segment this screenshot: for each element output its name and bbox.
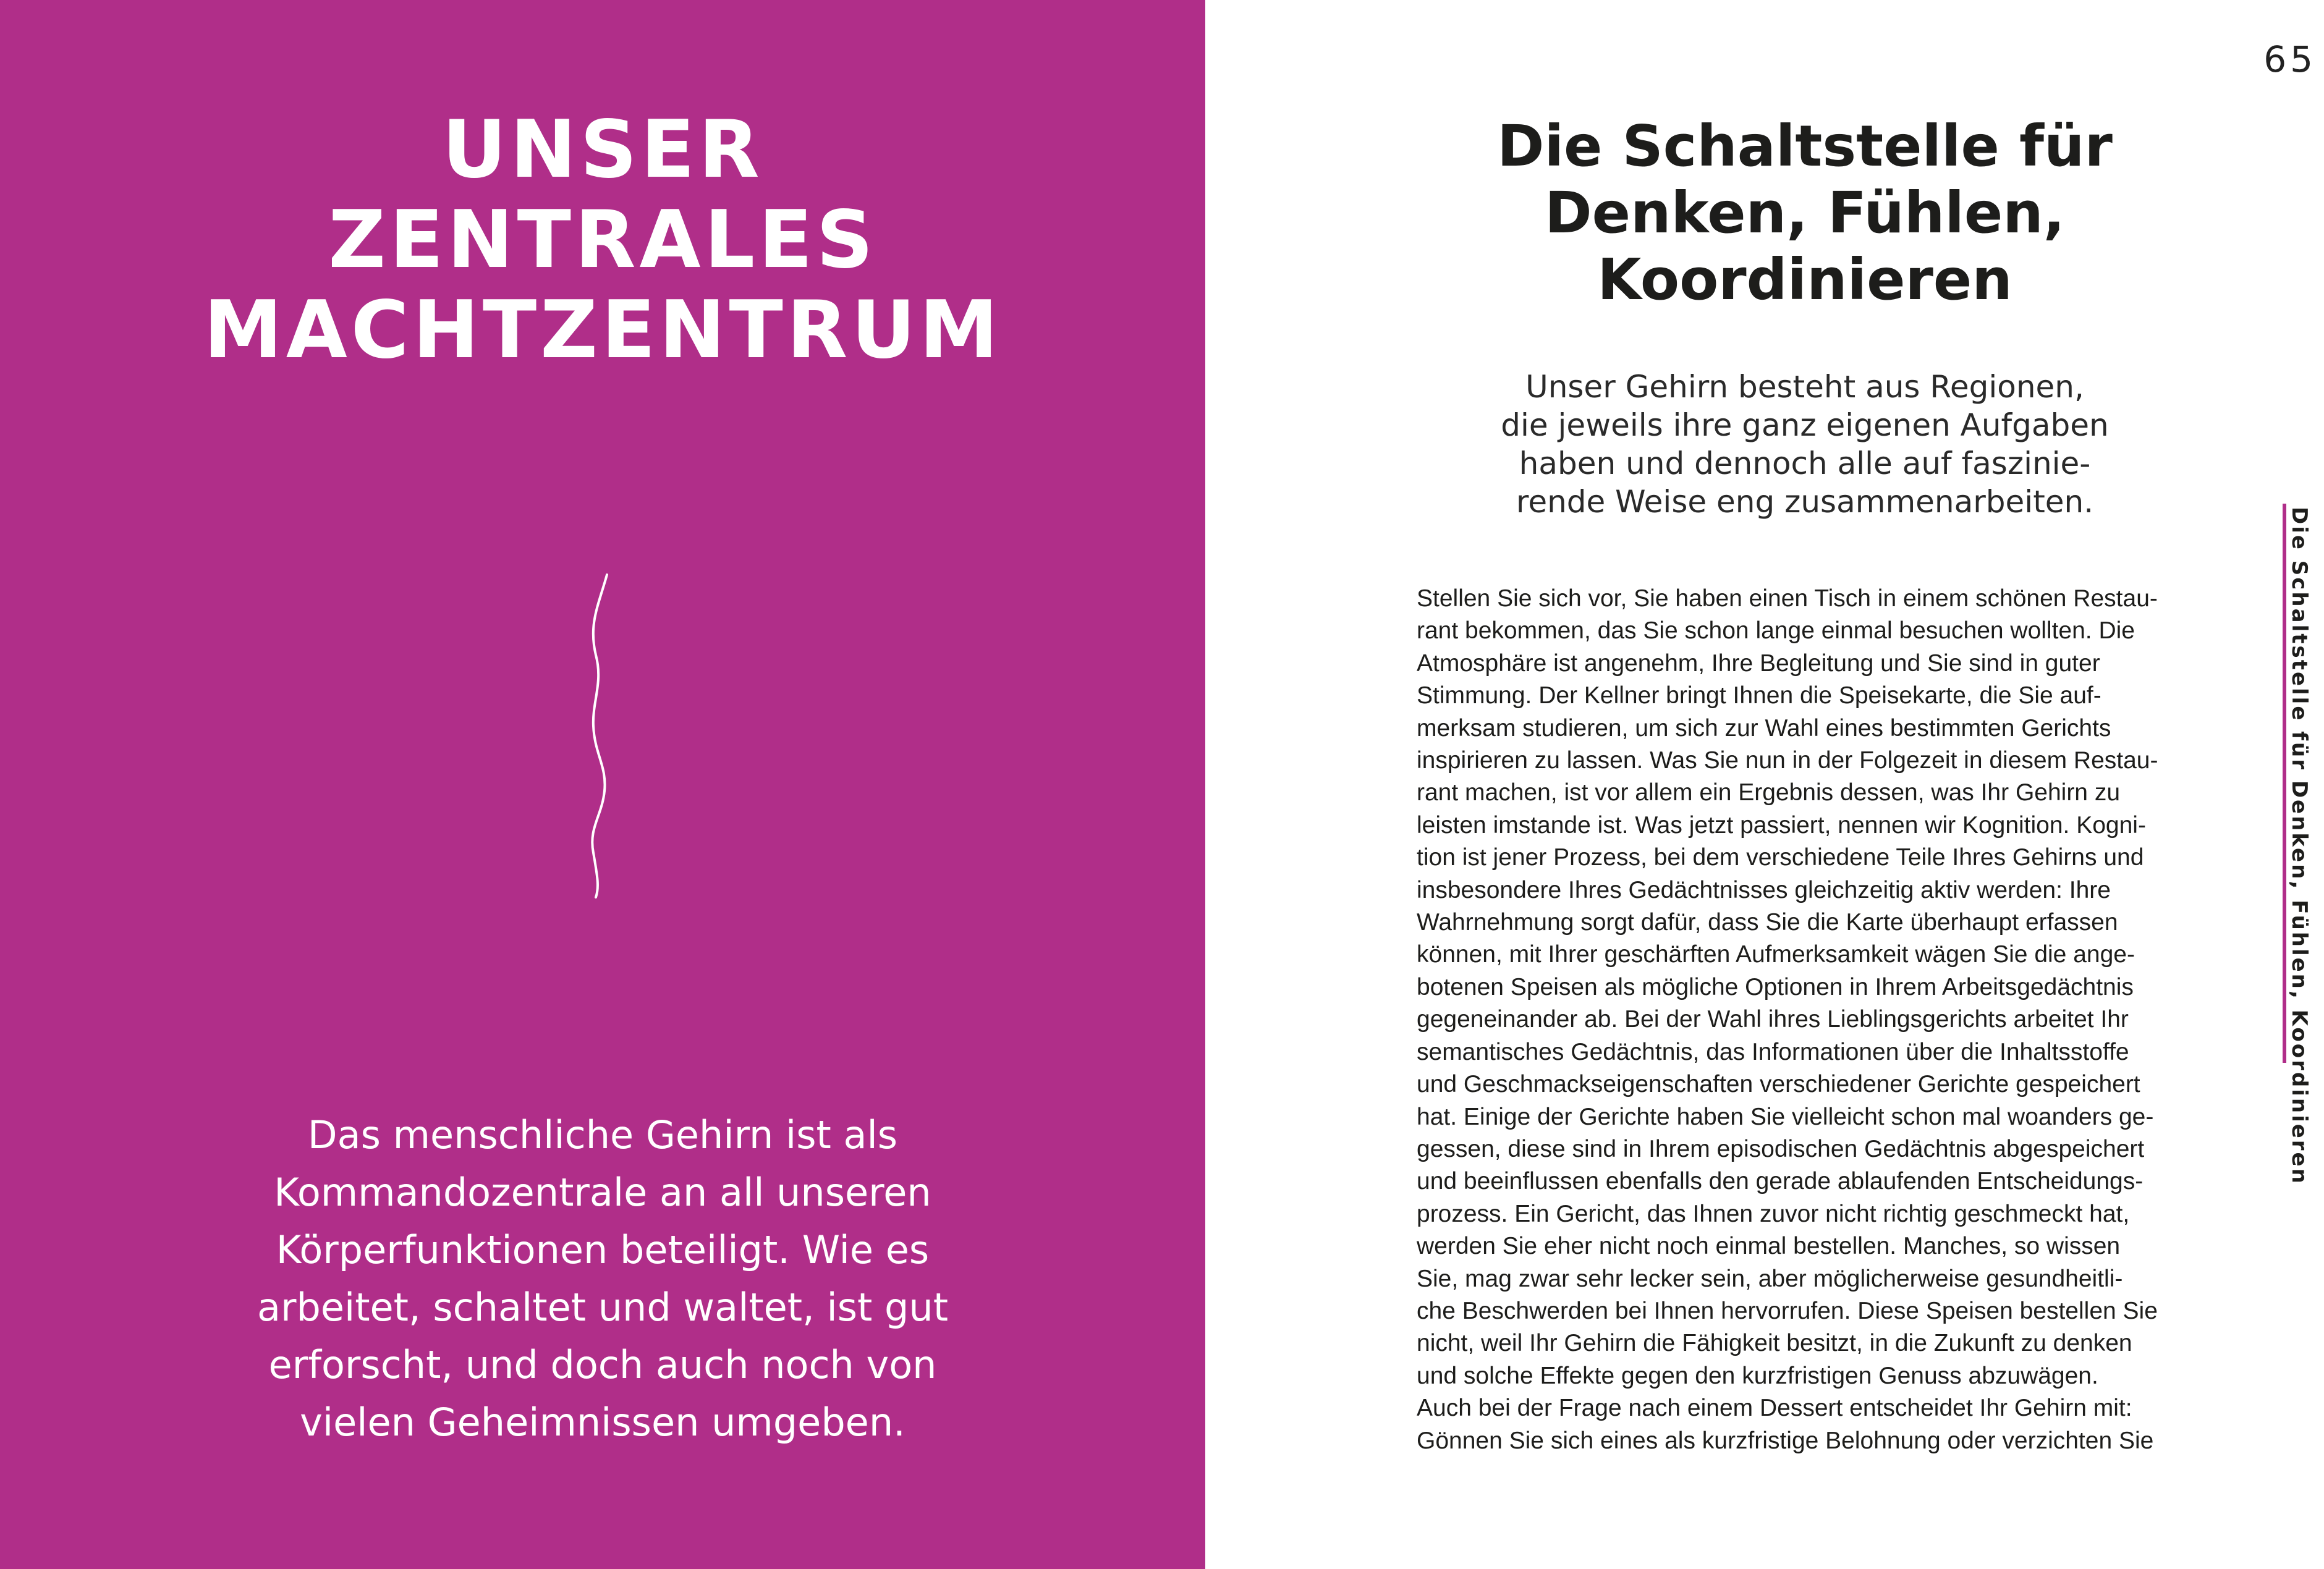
body-line: merksam studieren, um sich zur Wahl eines bestimmten Gerichts [1417, 714, 2111, 742]
section-title-line: Die Schaltstelle für [1497, 113, 2113, 179]
body-line: botenen Speisen als mögliche Optionen in Ihrem Arbeitsgedächtnis [1417, 973, 2134, 1000]
body-line: Stellen Sie sich vor, Sie haben einen Tisch in einem schönen Restau- [1417, 585, 2158, 612]
body-line: Gönnen Sie sich eines als kurzfristige Belohnung oder verzichten Sie [1417, 1427, 2154, 1454]
section-title-line: Koordinieren [1597, 247, 2012, 313]
lead-paragraph [1440, 368, 2169, 521]
body-line: rant bekommen, das Sie schon lange einmal besuchen wollten. Die [1417, 617, 2135, 645]
body-line: che Beschwerden bei Ihnen hervorrufen. Diese Speisen bestellen Sie [1417, 1297, 2158, 1324]
squiggle-line-icon [575, 569, 624, 902]
chapter-title-line: UNSER [442, 104, 763, 196]
body-paragraph [1417, 583, 2208, 1457]
body-line: Auch bei der Frage nach einem Dessert entscheidet Ihr Gehirn mit: [1417, 1395, 2132, 1422]
lead-line: haben und dennoch alle auf faszinie- [1519, 446, 2091, 481]
body-line: werden Sie eher nicht noch einmal bestellen. Manches, so wissen [1417, 1233, 2121, 1260]
chapter-title-line: MACHTZENTRUM [203, 284, 1002, 376]
body-line: und solche Effekte gegen den kurzfristigen Genuss abzuwägen. [1417, 1362, 2098, 1389]
running-head-rule [2283, 504, 2286, 1063]
body-line: gegeneinander ab. Bei der Wahl ihres Lieblingsgerichts arbeitet Ihr [1417, 1006, 2129, 1033]
body-line: Wahrnehmung sorgt dafür, dass Sie die Karte überhaupt erfassen [1417, 909, 2118, 936]
body-line: und beeinflussen ebenfalls den gerade ablaufenden Entscheidungs- [1417, 1168, 2144, 1195]
body-line: semantisches Gedächtnis, das Informationen über die Inhaltsstoffe [1417, 1038, 2129, 1065]
body-line: Stimmung. Der Kellner bringt Ihnen die Speisekarte, die Sie auf- [1417, 682, 2101, 709]
body-line: Atmosphäre ist angenehm, Ihre Begleitung und Sie sind in guter [1417, 649, 2100, 677]
body-line: rant machen, ist vor allem ein Ergebnis dessen, was Ihr Gehirn zu [1417, 779, 2121, 806]
body-line: gessen, diese sind in Ihrem episodischen Gedächtnis abgespeichert [1417, 1135, 2145, 1162]
body-line: können, mit Ihrer geschärften Aufmerksamkeit wägen Sie die ange- [1417, 941, 2135, 968]
body-line: hat. Einige der Gerichte haben Sie vielleicht schon mal woanders ge- [1417, 1103, 2154, 1130]
body-line: tion ist jener Prozess, bei dem verschiedene Teile Ihres Gehirns und [1417, 844, 2144, 871]
body-line: insbesondere Ihres Gedächtnisses gleichzeitig aktiv werden: Ihre [1417, 876, 2111, 903]
body-line: prozess. Ein Gericht, das Ihnen zuvor nicht richtig geschmeckt hat, [1417, 1200, 2130, 1227]
body-line: inspirieren zu lassen. Was Sie nun in der Folgezeit in diesem Restau- [1417, 747, 2158, 774]
body-line: nicht, weil Ihr Gehirn die Fähigkeit besitzt, in die Zukunft zu denken [1417, 1330, 2132, 1357]
lead-line: rende Weise eng zusammenarbeiten. [1516, 484, 2094, 520]
lead-line: Unser Gehirn besteht aus Regionen, [1525, 369, 2084, 405]
body-line: leisten imstande ist. Was jetzt passiert, nennen wir Kognition. Kogni- [1417, 811, 2146, 839]
running-head: Die Schaltstelle für Denken, Fühlen, Koordinieren [2287, 507, 2312, 1185]
chapter-intro: Das menschliche Gehirn ist als Kommandozentrale an all unseren Körperfunktionen beteiligt. Wie es arbeitet, schaltet und waltet, ist gut erforscht, und doch auch noch von vielen Geheimnissen umgeben. [257, 1112, 949, 1445]
body-line: Sie, mag zwar sehr lecker sein, aber möglicherweise gesundheitli- [1417, 1265, 2123, 1292]
body-line: und Geschmackseigenschaften verschiedener Gerichte gespeichert [1417, 1071, 2140, 1098]
chapter-title [0, 105, 1205, 376]
chapter-title-line: ZENTRALES [328, 194, 877, 286]
section-title-line: Denken, Fühlen, [1545, 180, 2065, 246]
page-number: 65 [2263, 38, 2317, 80]
lead-line: die jeweils ihre ganz eigenen Aufgaben [1501, 407, 2109, 443]
section-title [1422, 113, 2188, 313]
